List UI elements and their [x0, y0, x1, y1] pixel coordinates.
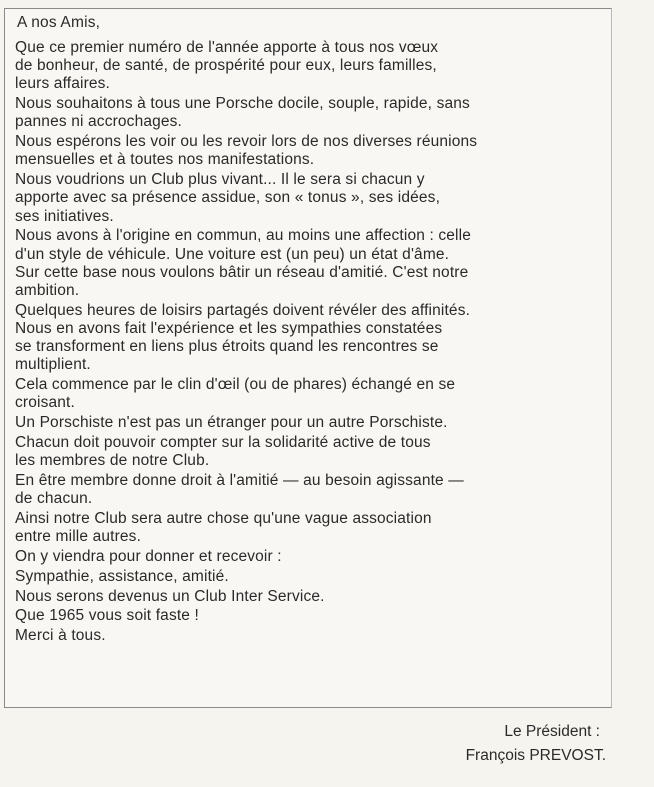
paragraph-meetings: Nous espérons les voir ou les revoir lors de nos diverses réunions mensuelles et à toutes nos manifestations. — [15, 133, 478, 169]
signature-name: François PREVOST. — [465, 747, 606, 764]
paragraph-wink: Cela commence par le clin d'œil (ou de phares) échangé en se croisant. — [15, 376, 456, 412]
paragraph-lively-club: Nous voudrions un Club plus vivant... Il le sera si chacun y apporte avec sa présence assidue, son « tonus », ses idées, ses initiatives. — [15, 171, 441, 225]
signature-block — [466, 722, 606, 766]
letter-box — [4, 8, 612, 708]
paragraph-inter-service: Nous serons devenus un Club Inter Service. — [15, 587, 325, 605]
paragraph-thanks: Merci à tous. — [15, 627, 106, 645]
letter-greeting: A nos Amis, — [17, 14, 101, 31]
signature-role: Le Président : — [504, 723, 600, 740]
paragraph-common-affection: Nous avons à l'origine en commun, au moins une affection : celle d'un style de véhicule. Une voiture est (un peu) un état d'âme. Sur cette base nous voulons bâtir un réseau d'amitié. C'est notre ambition. — [15, 227, 471, 300]
paragraph-sympathy: Sympathie, assistance, amitié. — [15, 567, 229, 585]
paragraph-solidarity: Chacun doit pouvoir compter sur la solidarité active de tous les membres de notre Club. — [15, 434, 431, 470]
paragraph-membership: En être membre donne droit à l'amitié — au besoin agissante — de chacun. — [15, 472, 464, 508]
letter-body — [15, 39, 611, 647]
paragraph-association: Ainsi notre Club sera autre chose qu'une vague association entre mille autres. — [15, 510, 432, 546]
paragraph-give-receive: On y viendra pour donner et recevoir : — [15, 548, 282, 566]
paragraph-porschiste: Un Porschiste n'est pas un étranger pour un autre Porschiste. — [15, 414, 448, 432]
paragraph-1965: Que 1965 vous soit faste ! — [15, 607, 199, 625]
paragraph-porsche-wish: Nous souhaitons à tous une Porsche docile, souple, rapide, sans pannes ni accrochages. — [15, 95, 470, 131]
paragraph-leisure: Quelques heures de loisirs partagés doivent révéler des affinités. Nous en avons fait l'expérience et les sympathies constatées se transforment en liens plus étroits quand les rencontres se multiplient. — [15, 301, 471, 374]
paragraph-wishes: Que ce premier numéro de l'année apporte à tous nos vœux de bonheur, de santé, de prospérité pour eux, leurs familles, leurs affaires. — [15, 39, 439, 93]
